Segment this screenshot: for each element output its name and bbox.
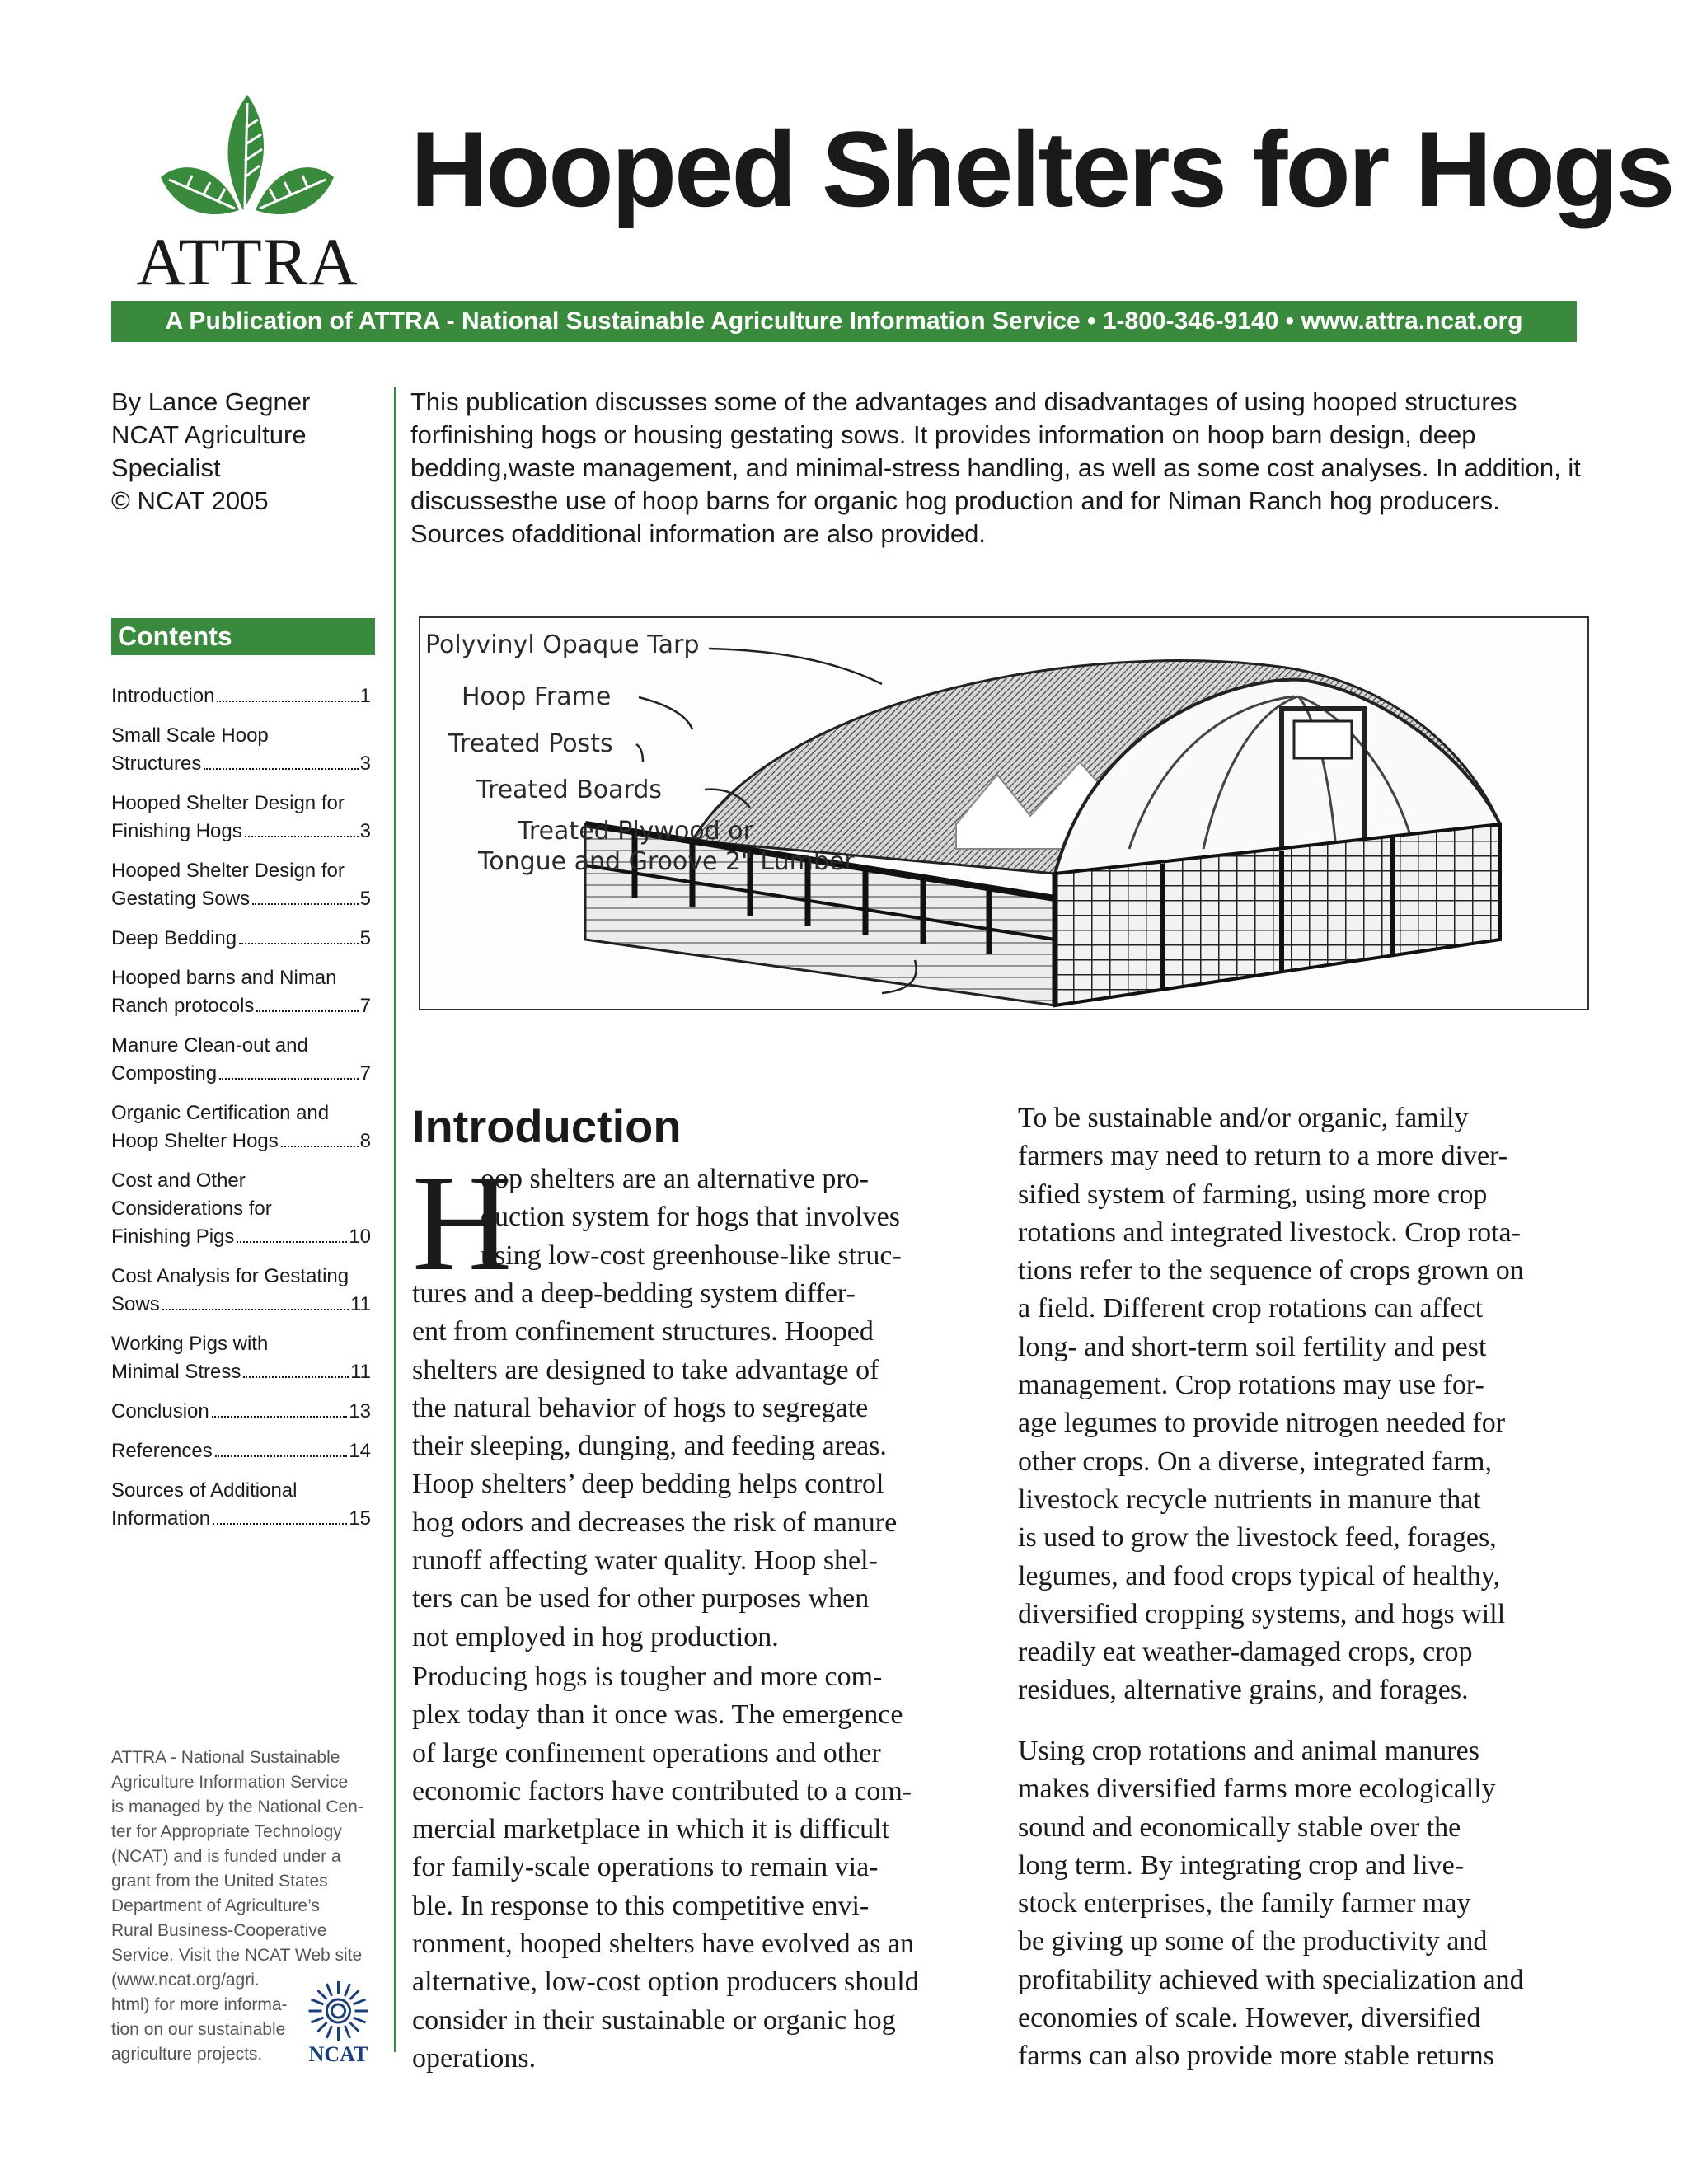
text-line: shelters are designed to take advantage of xyxy=(412,1354,879,1385)
text-line: economies of scale. However, diversified xyxy=(1018,2003,1481,2034)
toc-item-label: Introduction xyxy=(111,685,215,707)
text-line: tures and a deep-bedding system differ- xyxy=(412,1278,856,1309)
toc-leader xyxy=(213,1523,347,1525)
toc-item-label: Sows xyxy=(111,1293,160,1315)
toc-item-label: Small Scale Hoop xyxy=(111,724,269,747)
note-line: Service. Visit the NCAT Web site xyxy=(111,1946,363,1965)
toc-item-label: References xyxy=(111,1440,213,1462)
toc-page-number: 14 xyxy=(349,1440,371,1462)
toc-item-label: Finishing Hogs xyxy=(111,820,242,842)
text-line: Using crop rotations and animal manures xyxy=(1018,1736,1479,1766)
toc-item-label: Finishing Pigs xyxy=(111,1226,235,1248)
text-line: rotations and integrated livestock. Crop rota- xyxy=(1018,1216,1521,1248)
attra-logo xyxy=(128,87,367,299)
toc-item[interactable] xyxy=(111,964,371,1020)
text-line: readily eat weather-damaged crops, crop xyxy=(1018,1637,1473,1668)
toc-page-number: 15 xyxy=(349,1507,371,1530)
note-line: agriculture projects. xyxy=(111,2045,263,2064)
text-line: sound and economically stable over the xyxy=(1018,1811,1461,1843)
abstract-line: the use of hoop barns for organic hog production and for Niman Ranch hog producers. Sources of xyxy=(410,486,1500,548)
toc-leader xyxy=(256,1010,358,1012)
text-line: management. Crop rotations may use for- xyxy=(1018,1370,1484,1401)
text-line: age legumes to provide nitrogen needed for xyxy=(1018,1408,1506,1439)
contents-heading: Contents xyxy=(111,618,375,655)
toc-item-label: Sources of Additional xyxy=(111,1479,298,1502)
toc-item[interactable] xyxy=(111,1099,371,1155)
toc-item-label: Gestating Sows xyxy=(111,888,251,910)
intro-paragraph-3 xyxy=(1018,1099,1576,1710)
toc-item-label: Manure Clean-out and xyxy=(111,1034,308,1057)
toc-page-number: 10 xyxy=(349,1226,371,1248)
toc-item[interactable] xyxy=(111,722,371,778)
note-line: Department of Agriculture’s xyxy=(111,1896,320,1915)
ncat-wordmark: NCAT xyxy=(308,2042,368,2066)
toc-item[interactable] xyxy=(111,1330,371,1386)
toc-item-label: Ranch protocols xyxy=(111,995,255,1017)
toc-leader xyxy=(239,943,359,944)
text-line: farmers may need to return to a more diver- xyxy=(1018,1141,1508,1172)
toc-item[interactable] xyxy=(111,1398,371,1426)
text-line: their sleeping, dunging, and feeding areas. xyxy=(412,1431,887,1462)
ncat-logo xyxy=(303,1978,373,2069)
toc-page-number: 11 xyxy=(350,1293,371,1315)
toc-item[interactable] xyxy=(111,1477,371,1533)
toc-item[interactable] xyxy=(111,1437,371,1465)
text-line: Hoop shelters’ deep bedding helps control xyxy=(412,1469,884,1500)
text-line: tions refer to the sequence of crops grown on xyxy=(1018,1255,1524,1286)
column-divider xyxy=(394,387,396,2052)
toc-item-label: Deep Bedding xyxy=(111,927,237,949)
logo-wordmark: ATTRA xyxy=(136,224,359,299)
text-line: runoff affecting water quality. Hoop shel- xyxy=(412,1545,878,1577)
toc-item-label: Hooped Shelter Design for xyxy=(111,860,345,882)
sun-icon xyxy=(303,1978,373,2044)
abstract-line: additional information are also provided. xyxy=(532,519,986,548)
toc-leader xyxy=(237,1241,347,1243)
toc-page-number: 8 xyxy=(359,1130,371,1152)
text-line: for family-scale operations to remain via- xyxy=(412,1852,879,1883)
toc-item-label: Structures xyxy=(111,752,202,775)
toc-page-number: 7 xyxy=(359,1062,371,1085)
toc-item-label: Hoop Shelter Hogs xyxy=(111,1130,279,1152)
toc-page-number: 5 xyxy=(359,927,371,949)
text-line: livestock recycle nutrients in manure that xyxy=(1018,1483,1481,1515)
toc-item-label: Organic Certification and xyxy=(111,1102,330,1124)
note-line: (www.ncat.org/agri. xyxy=(111,1971,260,1990)
note-line: Agriculture Information Service xyxy=(111,1773,349,1792)
note-line: tion on our sustainable xyxy=(111,2020,286,2039)
text-line: of large confinement operations and other xyxy=(412,1737,881,1769)
note-line: html) for more informa- xyxy=(111,1995,288,2014)
abstract-line: finishing hogs or housing gestating sows. It provides information on hoop barn design, deep bedding, xyxy=(410,420,1476,482)
toc-page-number: 5 xyxy=(359,888,371,910)
text-line: is used to grow the livestock feed, forages, xyxy=(1018,1522,1497,1554)
figure-label: Treated Plywood or xyxy=(518,817,753,846)
toc-item-label: Composting xyxy=(111,1062,218,1085)
abstract-line: waste management, and minimal-stress handling, as well as some cost analyses. In addition, it discusses xyxy=(410,453,1581,515)
note-line: is managed by the National Cen- xyxy=(111,1797,363,1816)
toc-page-number: 7 xyxy=(359,995,371,1017)
toc-item[interactable] xyxy=(111,790,371,846)
page-title: Hooped Shelters for Hogs xyxy=(410,109,1673,229)
toc-leader xyxy=(281,1146,359,1147)
toc-leader xyxy=(215,1455,348,1457)
text-line: oop shelters are an alternative pro- xyxy=(481,1164,870,1194)
text-line: sified system of farming, using more crop xyxy=(1018,1179,1488,1210)
toc-item[interactable] xyxy=(111,682,371,710)
text-line: ble. In response to this competitive envi- xyxy=(412,1890,870,1921)
intro-dropcap-lines xyxy=(481,1160,973,1275)
toc-item-label: Hooped Shelter Design for xyxy=(111,792,345,814)
toc-leader xyxy=(212,1416,348,1418)
toc-item[interactable] xyxy=(111,1167,371,1251)
toc-item[interactable] xyxy=(111,1032,371,1088)
text-line: long term. By integrating crop and live- xyxy=(1018,1849,1465,1881)
text-line: duction system for hogs that involves xyxy=(481,1202,901,1233)
note-line: Rural Business-Cooperative xyxy=(111,1921,327,1940)
section-heading: Introduction xyxy=(412,1100,682,1152)
intro-paragraph-1 xyxy=(412,1275,973,1657)
publication-bar: A Publication of ATTRA - National Sustainable Agriculture Information Service • 1-800-346-9140 • www.attra.ncat.org xyxy=(111,301,1577,342)
text-line: profitability achieved with specialization and xyxy=(1018,1964,1524,1995)
figure-label: Tongue and Groove 2" Lumber xyxy=(478,847,855,876)
text-line: long- and short-term soil fertility and pest xyxy=(1018,1331,1487,1362)
toc-leader xyxy=(204,768,358,770)
text-line: farms can also provide more stable returns xyxy=(1018,2041,1494,2072)
toc-leader xyxy=(219,1078,359,1080)
text-line: legumes, and food crops typical of healthy, xyxy=(1018,1560,1501,1591)
text-line: ronment, hooped shelters have evolved as an xyxy=(412,1929,914,1960)
byline xyxy=(111,386,383,518)
toc-item-label: Conclusion xyxy=(111,1400,209,1422)
toc-item-label: Information xyxy=(111,1507,211,1530)
toc-leader xyxy=(162,1309,349,1310)
intro-paragraph-4 xyxy=(1018,1732,1576,2076)
toc-page-number: 3 xyxy=(359,752,371,775)
note-line: ATTRA - National Sustainable xyxy=(111,1748,340,1767)
text-line: hog odors and decreases the risk of manure xyxy=(412,1507,898,1538)
figure-label: Hoop Frame xyxy=(462,682,612,711)
figure-label: Polyvinyl Opaque Tarp xyxy=(425,630,700,659)
toc-leader xyxy=(243,1376,349,1378)
hoop-barn-diagram xyxy=(419,616,1589,1010)
byline-line: © NCAT 2005 xyxy=(111,486,269,515)
toc-item-label: Cost and Other xyxy=(111,1169,246,1192)
abstract-line: This publication discusses some of the advantages and disadvantages of using hooped structures for xyxy=(410,387,1517,449)
figure-label: Treated Boards xyxy=(476,776,663,804)
text-line: ent from confinement structures. Hooped xyxy=(412,1316,874,1347)
note-line: (NCAT) and is funded under a xyxy=(111,1847,341,1866)
drop-cap: H xyxy=(412,1146,513,1300)
text-line: be giving up some of the productivity and xyxy=(1018,1926,1488,1957)
leaf-icon xyxy=(128,87,367,235)
toc-page-number: 1 xyxy=(359,685,371,707)
text-line: mercial marketplace in which it is difficult xyxy=(412,1814,890,1845)
byline-line: By Lance Gegner xyxy=(111,387,311,416)
text-line: the natural behavior of hogs to segregate xyxy=(412,1392,869,1423)
toc-page-number: 3 xyxy=(359,820,371,842)
abstract xyxy=(410,386,1581,551)
text-line: plex today than it once was. The emergence xyxy=(412,1699,903,1731)
text-line: not employed in hog production. xyxy=(412,1621,779,1652)
toc-item-label: Minimal Stress xyxy=(111,1361,241,1383)
note-line: ter for Appropriate Technology xyxy=(111,1822,342,1841)
text-line: economic factors have contributed to a com- xyxy=(412,1775,912,1807)
text-line: a field. Different crop rotations can affect xyxy=(1018,1293,1484,1324)
text-line: To be sustainable and/or organic, family xyxy=(1018,1103,1469,1133)
intro-paragraph-2 xyxy=(412,1658,973,2078)
toc-item-label: Considerations for xyxy=(111,1197,272,1220)
text-line: operations. xyxy=(412,2042,537,2074)
toc-page-number: 11 xyxy=(350,1361,371,1383)
toc-leader xyxy=(245,836,359,837)
text-line: Producing hogs is tougher and more com- xyxy=(412,1661,883,1692)
text-line: using low-cost greenhouse-like struc- xyxy=(481,1240,902,1271)
toc-item-label: Working Pigs with xyxy=(111,1333,269,1355)
table-of-contents xyxy=(111,682,371,1544)
text-line: diversified cropping systems, and hogs will xyxy=(1018,1598,1506,1629)
toc-leader xyxy=(252,903,359,905)
note-line: grant from the United States xyxy=(111,1872,328,1891)
byline-line: Specialist xyxy=(111,453,221,482)
figure-label: Treated Posts xyxy=(448,729,613,758)
toc-item[interactable] xyxy=(111,925,371,953)
text-line: makes diversified farms more ecologically xyxy=(1018,1774,1496,1805)
toc-page-number: 13 xyxy=(349,1400,371,1422)
byline-line: NCAT Agriculture xyxy=(111,420,307,449)
toc-item[interactable] xyxy=(111,1263,371,1319)
text-line: consider in their sustainable or organic hog xyxy=(412,2004,896,2036)
text-line: ters can be used for other purposes when xyxy=(412,1583,870,1615)
toc-item[interactable] xyxy=(111,857,371,913)
text-line: stock enterprises, the family farmer may xyxy=(1018,1888,1471,1919)
toc-leader xyxy=(217,701,358,702)
text-line: alternative, low-cost option producers should xyxy=(412,1966,919,1998)
text-line: residues, alternative grains, and forages. xyxy=(1018,1675,1469,1706)
text-line: other crops. On a diverse, integrated farm, xyxy=(1018,1446,1492,1477)
toc-item-label: Cost Analysis for Gestating xyxy=(111,1265,349,1287)
toc-item-label: Hooped barns and Niman xyxy=(111,967,337,989)
